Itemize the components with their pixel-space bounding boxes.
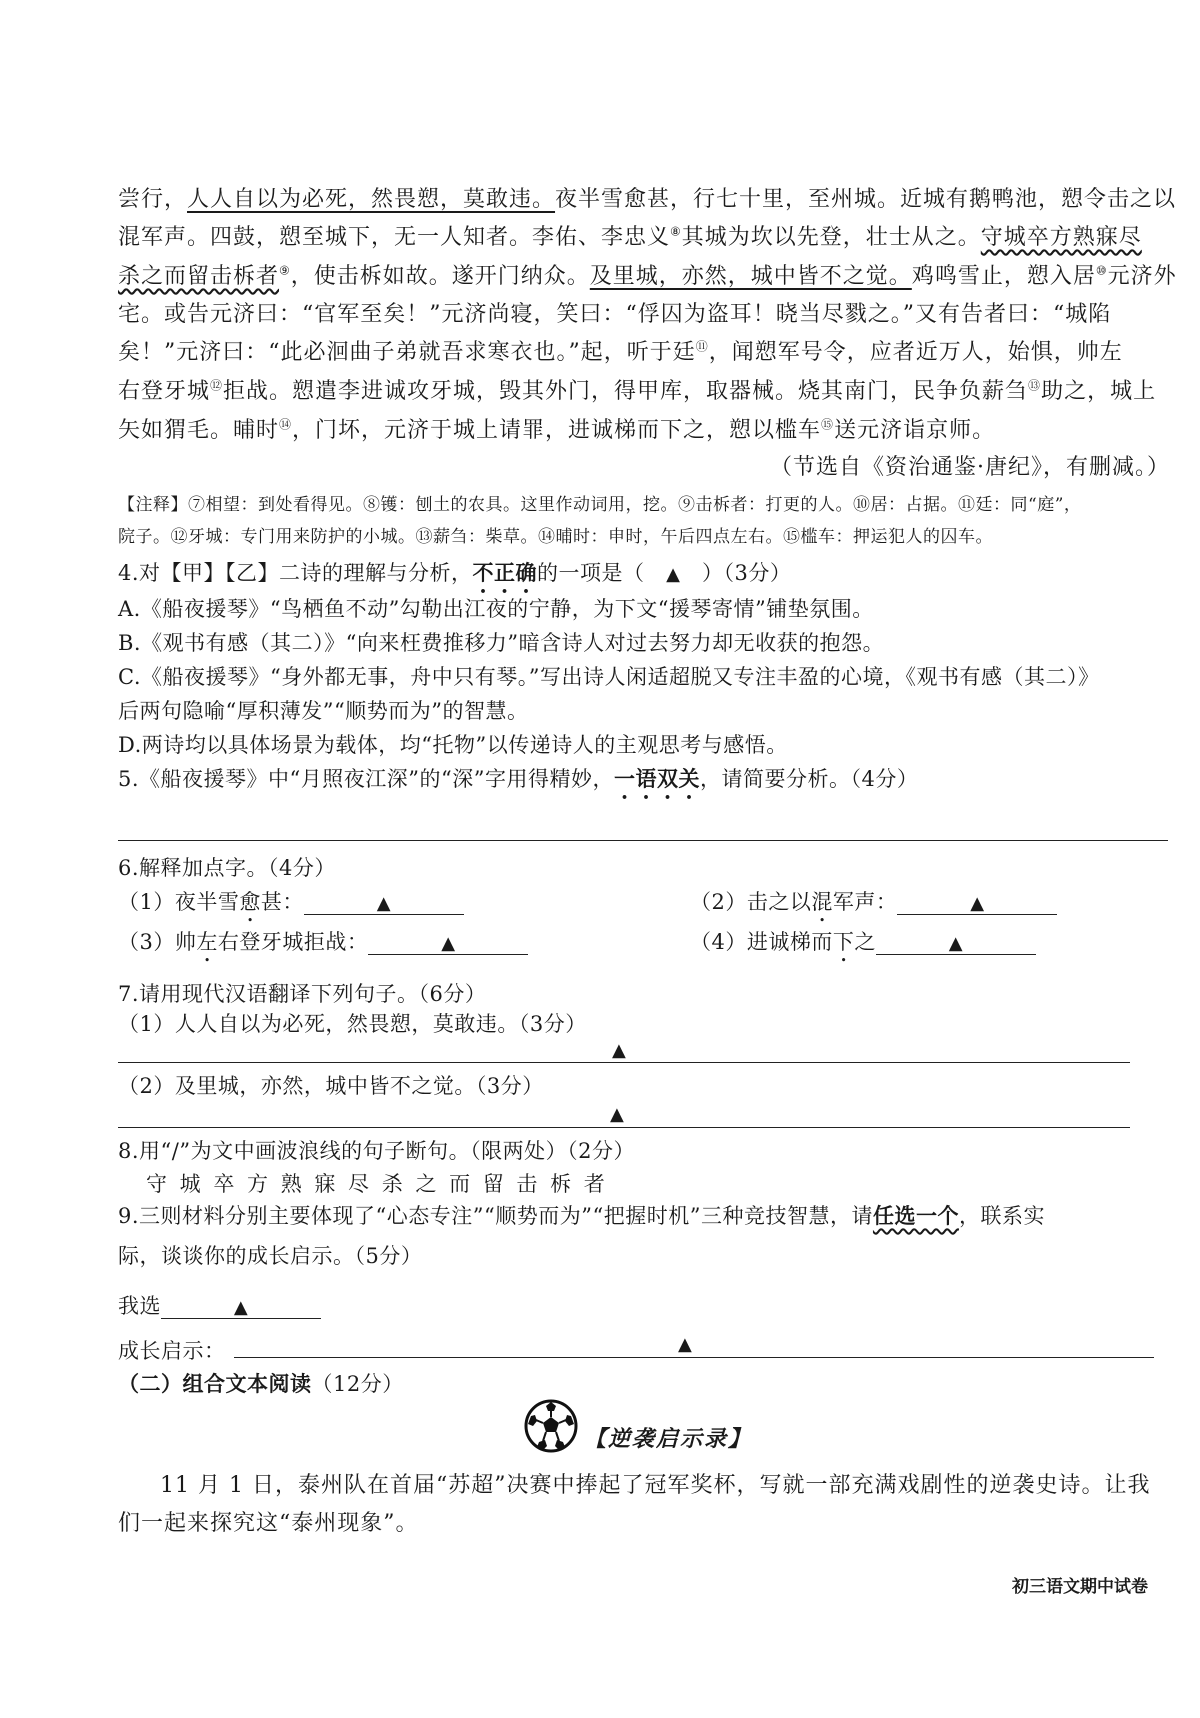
q7-answer-triangle-1: ▲ [612,1040,626,1061]
q7-answer-line-1[interactable] [118,1062,1130,1063]
passage-line-5: 矣！”元济曰：“此必洄曲子弟就吾求寒衣也。”起，听于廷⑪，闻愬军号令，应者近万人，始惧，帅左 [118,339,1123,365]
underlined-sentence-2: 及里城，亦然，城中皆不之觉。 [589,264,912,289]
section-2-intro-2: 们一起来探究这“泰州现象”。 [118,1511,419,1536]
q4-option-a[interactable]: A.《船夜援琴》“鸟栖鱼不动”勾勒出江夜的宁静，为下文“援琴寄情”铺垫氛围。 [118,597,874,621]
q9-insight-triangle: ▲ [678,1334,692,1355]
q8-stem: 8.用“/”为文中画波浪线的句子断句。（限两处）（2分） [118,1139,635,1163]
passage-line-7: 矢如猬毛。晡时⑭，门坏，元济于城上请罪，进诚梯而下之，愬以槛车⑮送元济诣京师。 [118,417,996,443]
passage-line-4: 宅。或告元济曰：“官军至矣！”元济尚寝，笑曰：“俘囚为盗耳！晓当尽戮之。”又有告者曰：“城陷 [118,302,1112,327]
q7-answer-triangle-2: ▲ [610,1104,624,1125]
passage-source: （节选自《资治通鉴·唐纪》，有删减。） [770,455,1170,480]
note-marker: ⑬ [1028,378,1042,393]
passage-line-1: 尝行，人人自以为必死，然畏愬，莫敢违。夜半雪愈甚，行七十里，至州城。近城有鹅鸭池，愬令击之以 [118,187,1177,212]
emphasis-choose-one: 任选一个 [872,1203,959,1228]
notes-line-1: 【注释】⑦相望：到处看得见。⑧镬：刨土的农具。这里作动词用，挖。⑨击柝者：打更的人。⑩居：占据。⑪廷：同“庭”， [118,495,1082,515]
q6-item-1: （1）夜半雪愈甚： ▲ [118,886,464,927]
note-marker: ⑪ [695,339,709,354]
underlined-sentence-1: 人人自以为必死，然畏愬，莫敢违。 [187,187,556,212]
q4-option-c[interactable]: C.《船夜援琴》“身外都无事，舟中只有琴。”写出诗人闲适超脱又专注丰盈的心境，《观书有感（其二）》 [118,665,1100,689]
section-2-heading: （二）组合文本阅读（12分） [118,1371,404,1396]
q9-insight-label: 成长启示： [118,1339,226,1363]
wavy-sentence: 守城卒方熟寐尽 [980,225,1142,250]
q6-blank-1[interactable]: ▲ [304,890,464,915]
q6-blank-4[interactable]: ▲ [876,930,1036,955]
q5-answer-line[interactable] [118,840,1168,841]
emphasis-pun: 一语双关 [613,766,700,791]
q9-insight-line[interactable] [234,1357,1154,1358]
q4-option-b[interactable]: B.《观书有感（其二）》“向来枉费推移力”暗含诗人对过去努力却无收获的抱怨。 [118,631,885,655]
wavy-sentence-cont: 杀之而留击柝者 [118,264,280,289]
q7-sentence-1: （1）人人自以为必死，然畏愬，莫敢违。（3分） [118,1012,587,1036]
note-marker: ⑧ [670,224,682,239]
q7-stem: 7.请用现代汉语翻译下列句子。（6分） [118,982,487,1006]
q5-stem: 5.《船夜援琴》中“月照夜江深”的“深”字用得精妙，一语双关，请简要分析。（4分） [118,766,919,791]
material-title: 【逆袭启示录】 [584,1426,753,1452]
note-marker: ⑭ [279,417,293,432]
q7-answer-line-2[interactable] [118,1127,1130,1128]
q6-item-4: （4）进诚梯而下之 ▲ [690,926,1036,967]
q4-option-d[interactable]: D.两诗均以具体场景为载体，均“托物”以传递诗人的主观思考与感悟。 [118,733,788,757]
note-marker: ⑫ [210,378,224,393]
q6-item-2: （2）击之以混军声： ▲ [690,886,1057,927]
note-marker: ⑮ [821,417,835,432]
q8-sentence[interactable]: 守 城 卒 方 熟 寐 尽 杀 之 而 留 击 柝 者 [146,1172,608,1196]
q9-choose-blank[interactable]: ▲ [161,1294,321,1319]
q9-stem: 9.三则材料分别主要体现了“心态专注”“顺势而为”“把握时机”三种竞技智慧，请任选一个，联系实 [118,1203,1045,1228]
q6-blank-3[interactable]: ▲ [368,930,528,955]
section-2-intro-1: 11 月 1 日，泰州队在首届“苏超”决赛中捧起了冠军奖杯，写就一部充满戏剧性的逆袭史诗。让我 [160,1473,1151,1498]
q9-stem-cont: 际，谈谈你的成长启示。（5分） [118,1244,423,1268]
q6-blank-2[interactable]: ▲ [897,890,1057,915]
q7-sentence-2: （2）及里城，亦然，城中皆不之觉。（3分） [118,1074,544,1098]
notes-line-2: 院子。⑫牙城：专门用来防护的小城。⑬薪刍：柴草。⑭晡时：申时，午后四点左右。⑮槛车：押运犯人的囚车。 [118,527,993,547]
answer-triangle: ▲ [666,564,681,585]
passage-line-2: 混军声。四鼓，愬至城下，无一人知者。李佑、李忠义⑧其城为坎以先登，壮士从之。守城卒方熟寐尽 [118,224,1142,250]
soccer-ball-icon [523,1398,579,1454]
passage-line-3: 杀之而留击柝者⑨，使击柝如故。遂开门纳众。及里城，亦然，城中皆不之觉。鸡鸣雪止，愬入居⑩元济外 [118,263,1177,289]
footer-label: 初三语文期中试卷 [1012,1577,1148,1597]
emphasis-not-correct: 不正确 [472,560,538,585]
note-marker: ⑨ [279,263,291,278]
q6-stem: 6.解释加点字。（4分） [118,856,336,880]
q9-choose: 我选 ▲ [118,1290,321,1320]
q4-option-c-cont: 后两句隐喻“厚积薄发”“顺势而为”的智慧。 [118,699,529,723]
q6-item-3: （3）帅左右登牙城拒战： ▲ [118,926,528,967]
note-marker: ⑩ [1095,263,1108,278]
passage-line-6: 右登牙城⑫拒战。愬遣李进诚攻牙城，毁其外门，得甲库，取器械。烧其南门，民争负薪刍⑬助之，城上 [118,378,1157,404]
q4-stem: 4.对【甲】【乙】二诗的理解与分析，不正确的一项是（ ▲ ）（3分） [118,560,792,585]
